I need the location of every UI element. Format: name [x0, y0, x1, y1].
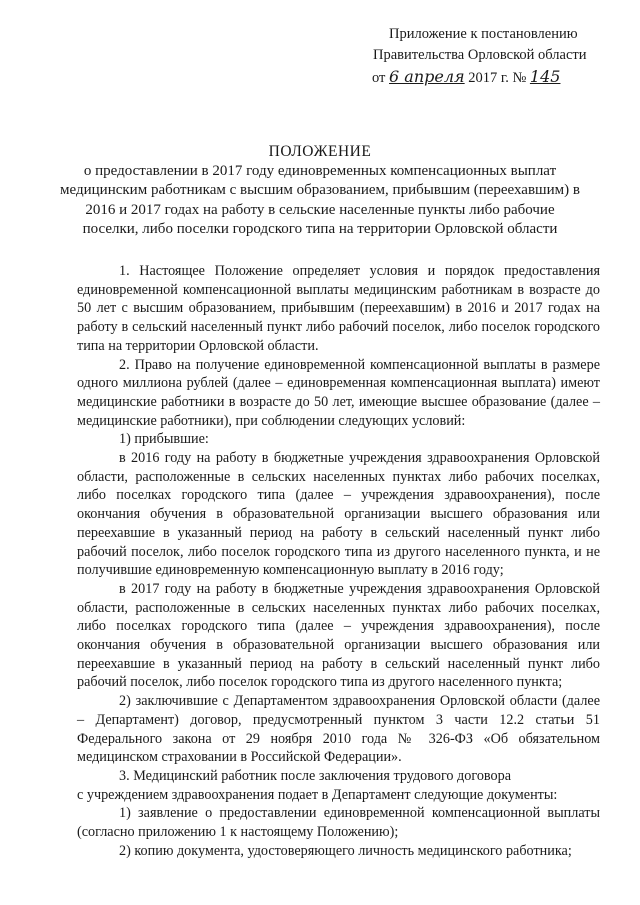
paragraph-2017: в 2017 году на работу в бюджетные учреждения здравоохранения Орловской области, расположенные в сельских населенных пунктах либо рабочих поселках, либо поселках городского типа (далее – учреждения здравоохранения), после окончания обучения в образовательной организации высшего образования или переехавшие в указанный период на работу в сельский населенный пункт либо рабочий поселок, либо поселок городского типа из другого населенного пункта; — [77, 580, 600, 691]
paragraph-2-item-2: 2) заключившие с Департаментом здравоохранения Орловской области (далее – Департамент) договор, предусмотренный пунктом 3 части 12.2 статьи 51 Федерального закона от 29 ноября 2010 года № 326-ФЗ «Об обязательном медицинском страховании в Российской Федерации». — [77, 693, 600, 766]
handwritten-date: 6 апреля — [389, 67, 465, 86]
appendix-header — [372, 24, 587, 89]
paragraph-3-item-2: 2) копию документа, удостоверяющего личность медицинского работника; — [119, 842, 572, 859]
header-line-date — [372, 66, 587, 89]
paragraph-2-item-1: 1) прибывшие: — [119, 431, 209, 448]
paragraph-2: 2. Право на получение единовременной компенсационной выплаты в размере одного миллиона рублей (далее – единовременная компенсационная выплата) имеют медицинские работники в возрасте до 50 лет, имеющие высшее образование (далее – медицинские работники), при соблюдении следующих условий: — [77, 356, 600, 429]
header-line-1: Приложение к постановлению — [389, 26, 578, 42]
paragraph-3: 3. Медицинский работник после заключения трудового договора — [119, 767, 512, 784]
title-heading: ПОЛОЖЕНИЕ — [268, 143, 372, 160]
header-year: 2017 г. № — [468, 70, 527, 86]
document-body — [77, 262, 600, 861]
paragraph-2016: в 2016 году на работу в бюджетные учреждения здравоохранения Орловской области, расположенные в сельских населенных пунктах либо рабочих поселках, либо поселках городского типа (далее – учреждения здравоохранения), после окончания обучения в образовательной организации высшего образования или переехавшие в указанный период на работу в сельский населенный пункт либо рабочий поселок, либо поселок городского типа из другого населенного пункта, и не получившие единовременную компенсационную выплату в 2016 году; — [77, 450, 600, 579]
header-line-2: Правительства Орловской области — [373, 47, 587, 63]
paragraph-3-continued: с учреждением здравоохранения подает в Департамент следующие документы: — [77, 786, 558, 803]
header-prefix: от — [372, 70, 386, 86]
paragraph-3-item-1: 1) заявление о предоставлении единовременной компенсационной выплаты (согласно приложению 1 к настоящему Положению); — [77, 805, 600, 841]
document-title — [60, 142, 580, 240]
title-subtitle: о предоставлении в 2017 году единовременных компенсационных выплат медицинским работникам с высшим образованием, прибывшим (переехавшим) в 2016 и 2017 годах на работу в сельские населенные пункты либо рабочие поселки, либо поселки городского типа на территории Орловской области — [60, 162, 580, 238]
paragraph-1: 1. Настоящее Положение определяет условия и порядок предоставления единовременной компенсационной выплаты медицинским работникам в возрасте до 50 лет с высшим образованием, прибывшим (переехавшим) в 2016 и 2017 годах на работу в сельский населенный пункт либо рабочий поселок, либо поселок городского типа на территории Орловской области. — [77, 263, 600, 354]
handwritten-number: 145 — [529, 67, 561, 86]
